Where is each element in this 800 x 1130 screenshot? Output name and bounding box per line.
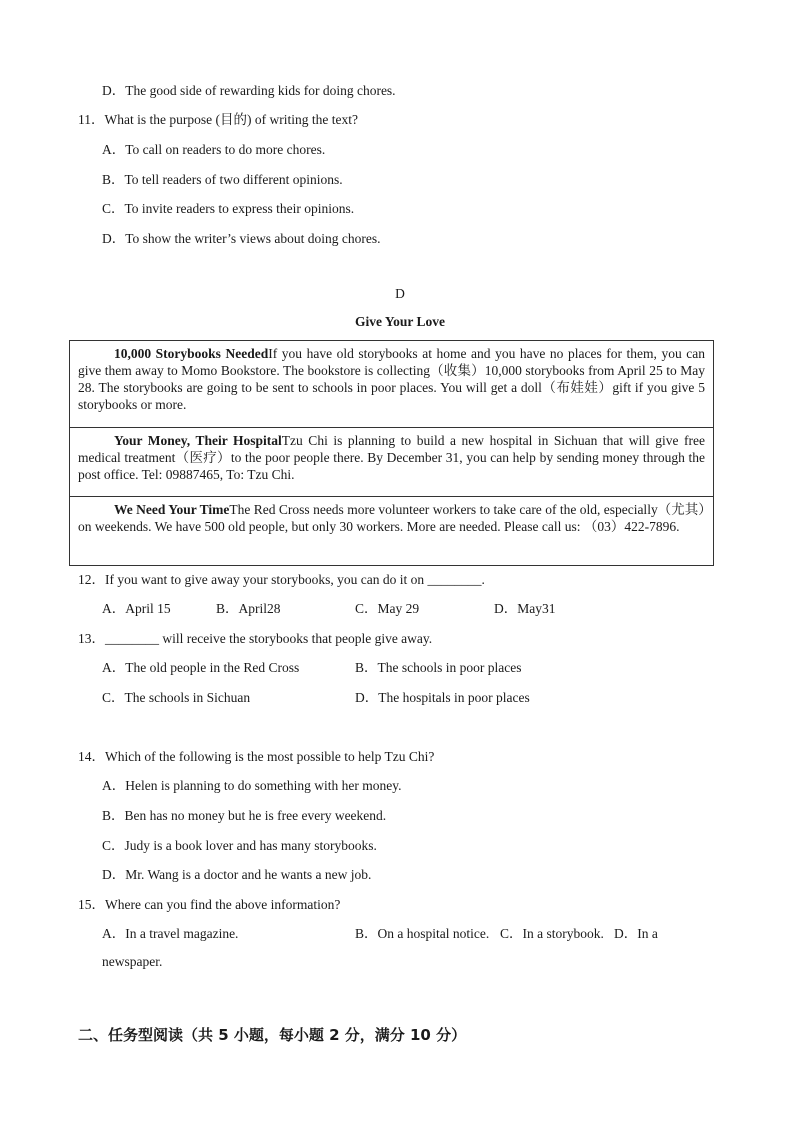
ad-storybooks	[70, 341, 713, 427]
q15-option-d-part1: D．In a	[614, 926, 658, 941]
ads-table	[69, 340, 714, 566]
q13-option-d: D．The hospitals in poor places	[355, 690, 530, 705]
q14-option-a: A．Helen is planning to do something with her money.	[102, 778, 402, 793]
q11-question: 11．What is the purpose (目的) of writing the text?	[78, 112, 358, 127]
ad-volunteer	[70, 496, 713, 565]
q13-option-c: C．The schools in Sichuan	[102, 690, 251, 705]
q15-option-d-part2: newspaper.	[102, 954, 163, 969]
q11-option-c: C．To invite readers to express their opinions.	[102, 201, 355, 216]
q13-question: 13．________ will receive the storybooks that people give away.	[78, 631, 433, 646]
q14-option-b: B．Ben has no money but he is free every weekend.	[102, 808, 387, 823]
q12-option-d: D．May31	[494, 601, 556, 616]
ad-body: Tzu Chi is planning to build a new hospital in Sichuan that will give free medical treatment（医疗）to the poor people there. By December 31, you can help by sending money through the post office. Tel: 09887465, To: Tzu Chi.	[78, 433, 706, 482]
ad-heading: 10,000 Storybooks Needed	[114, 346, 269, 361]
q15-question: 15．Where can you find the above information?	[78, 897, 341, 912]
q15-option-a: A．In a travel magazine.	[102, 926, 239, 941]
passage-label: D	[395, 286, 405, 301]
q14-question: 14．Which of the following is the most possible to help Tzu Chi?	[78, 749, 435, 764]
passage-title: Give Your Love	[355, 314, 445, 329]
q14-option-d: D．Mr. Wang is a doctor and he wants a new job.	[102, 867, 372, 882]
q15-option-c: C．In a storybook.	[500, 926, 604, 941]
q12-option-a: A．April 15	[102, 601, 171, 616]
ad-heading: We Need Your Time	[114, 502, 230, 517]
section-2-heading: 二、任务型阅读（共 5 小题，每小题 2 分，满分 10 分）	[78, 1026, 467, 1044]
q15-option-b: B．On a hospital notice.	[355, 926, 490, 941]
ad-body: If you have old storybooks at home and you have no places for them, you can give them away to Momo Bookstore. The bookstore is collecting（收集）10,000 storybooks from April 25 to May 28. The storybooks are going to be sent to schools in poor places. You will get a doll（布娃娃）gift if you give 5 storybooks or more.	[78, 346, 705, 412]
q12-question: 12．If you want to give away your storybooks, you can do it on ________.	[78, 572, 485, 587]
q11-option-d: D．To show the writer’s views about doing chores.	[102, 231, 381, 246]
q11-option-a: A．To call on readers to do more chores.	[102, 142, 326, 157]
q10-option-d: D．The good side of rewarding kids for doing chores.	[102, 83, 396, 98]
q12-option-c: C．May 29	[355, 601, 420, 616]
ad-heading: Your Money, Their Hospital	[114, 433, 282, 448]
q13-option-b: B．The schools in poor places	[355, 660, 522, 675]
q13-option-a: A．The old people in the Red Cross	[102, 660, 300, 675]
ad-body: The Red Cross needs more volunteer workers to take care of the old, especially（尤其）on weekends. We have 500 old people, but only 30 workers. More are needed. Please call us: （03）422-7896.	[78, 502, 705, 534]
q14-option-c: C．Judy is a book lover and has many storybooks.	[102, 838, 377, 853]
q11-option-b: B．To tell readers of two different opinions.	[102, 172, 343, 187]
ad-hospital	[70, 427, 713, 496]
q12-option-b: B．April28	[216, 601, 281, 616]
